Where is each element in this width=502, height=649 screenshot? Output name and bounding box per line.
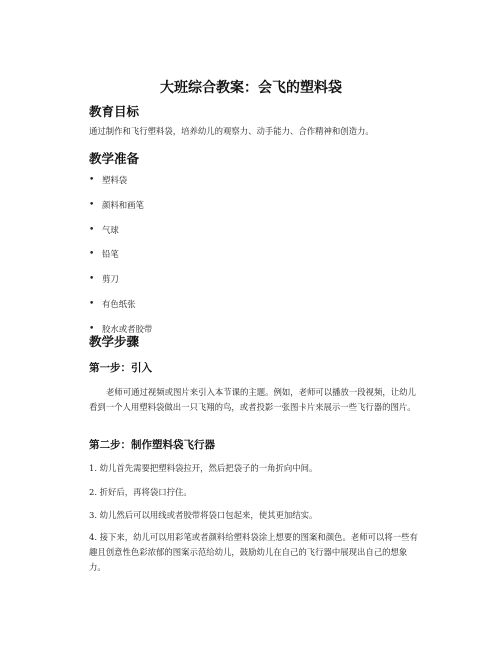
list-item: • 剪刀 (89, 272, 152, 297)
list-item: • 气球 (89, 223, 152, 248)
steps-heading: 教学步骤 (89, 334, 140, 349)
prep-list (89, 173, 152, 347)
step1-heading: 第一步：引入 (89, 362, 152, 374)
list-item: • 胶水或者胶带 (89, 322, 152, 347)
list-item: • 有色纸张 (89, 297, 152, 322)
step2-item-2: 2. 折好后，再将袋口拧住。 (89, 487, 192, 497)
list-item: • 颜料和画笔 (89, 198, 152, 223)
step2-item-4: 4. 接下来，幼儿可以用彩笔或者颜料给塑料袋涂上想要的图案和颜色。老师可以将一些有趣且创意性色彩浓郁的图案示范给幼儿，鼓励幼儿在自己的飞行器中展现出自己的想象力。 (89, 532, 418, 572)
step2-heading: 第二步：制作塑料袋飞行器 (89, 439, 215, 451)
page-title: 大班综合教案：会飞的塑料袋 (160, 80, 342, 96)
prep-heading: 教学准备 (89, 151, 140, 166)
step2-item-3: 3. 幼儿然后可以用线或者胶带将袋口包起来，使其更加结实。 (89, 510, 318, 520)
list-item: • 铅笔 (89, 247, 152, 272)
step2-item-1: 1. 幼儿首先需要把塑料袋拉开，然后把袋子的一角折向中间。 (89, 463, 318, 473)
goals-text: 通过制作和飞行塑料袋，培养幼儿的观察力、动手能力、合作精神和创造力。 (89, 126, 374, 136)
step1-text: 老师可通过视频或图片来引入本节课的主题。例如，老师可以播放一段视频，让幼儿看到一个人用塑料袋做出一只飞翔的鸟，或者投影一张图卡片来展示一些飞行器的图片。 (89, 387, 416, 412)
list-item: • 塑料袋 (89, 173, 152, 198)
goals-heading: 教育目标 (89, 104, 140, 119)
